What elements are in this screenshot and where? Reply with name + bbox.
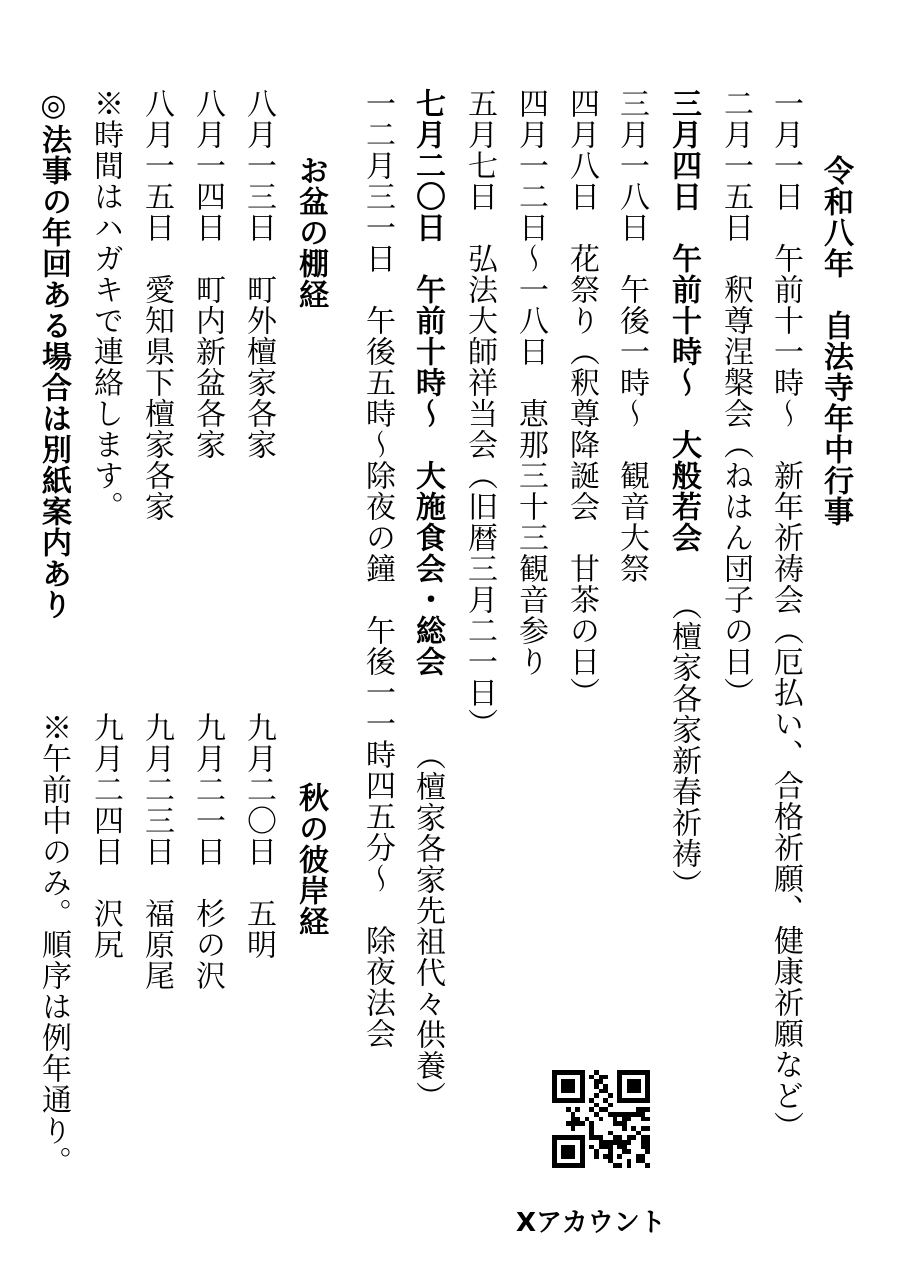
obon-item: 八月一三日 町外檀家各家 bbox=[241, 88, 276, 460]
schedule-line: 七月二〇日 午前十時～ 大施食会・総会 bbox=[410, 88, 445, 677]
memorial-note: ◎法事の年回ある場合は別紙案内あり bbox=[36, 88, 71, 620]
schedule-line: 一二月三一日 午後五時～除夜の鐘 午後一一時四五分～ 除夜法会 bbox=[360, 88, 395, 1049]
schedule-line: 四月一二日～一八日 恵那三十三観音参り bbox=[513, 88, 548, 677]
obon-item: 八月一五日 愛知県下檀家各家 bbox=[139, 88, 174, 522]
schedule-line: 四月八日 花祭り（釈尊降誕会 甘茶の日） bbox=[564, 88, 599, 708]
x-account-label: Xアカウント bbox=[516, 1208, 666, 1238]
higan-item: 九月二一日 杉の沢 bbox=[190, 712, 225, 991]
obon-item: 八月一四日 町内新盆各家 bbox=[190, 88, 225, 460]
higan-item: 九月二四日 沢尻 bbox=[88, 712, 123, 960]
schedule-line: 三月四日 午前十時～ 大般若会 bbox=[666, 88, 701, 553]
page-title: 令和八年 自法寺年中行事 bbox=[818, 155, 853, 527]
qr-code-icon[interactable] bbox=[552, 1070, 650, 1168]
higan-item: 九月二〇日 五明 bbox=[241, 712, 276, 960]
schedule-line: （檀家各家先祖代々供養） bbox=[410, 740, 445, 1112]
obon-note: ※時間はハガキで連絡します。 bbox=[88, 88, 123, 522]
higan-heading: 秋の彼岸経 bbox=[293, 782, 328, 937]
higan-item: 九月二三日 福原尾 bbox=[139, 712, 174, 991]
schedule-line: 二月一五日 釈尊涅槃会（ねはん団子の日） bbox=[718, 88, 753, 708]
obon-heading: お盆の棚経 bbox=[293, 155, 328, 310]
higan-note: ※午前中のみ。順序は例年通り。 bbox=[36, 712, 71, 1177]
schedule-line: 三月一八日 午後一時～ 観音大祭 bbox=[614, 88, 649, 584]
schedule-line: 五月七日 弘法大師祥当会（旧暦三月二一日） bbox=[462, 88, 497, 739]
schedule-line: （檀家各家新春祈祷） bbox=[666, 590, 701, 900]
schedule-line: 一月一日 午前十一時～ 新年祈祷会（厄払い、合格祈願、健康祈願など） bbox=[768, 88, 803, 1142]
